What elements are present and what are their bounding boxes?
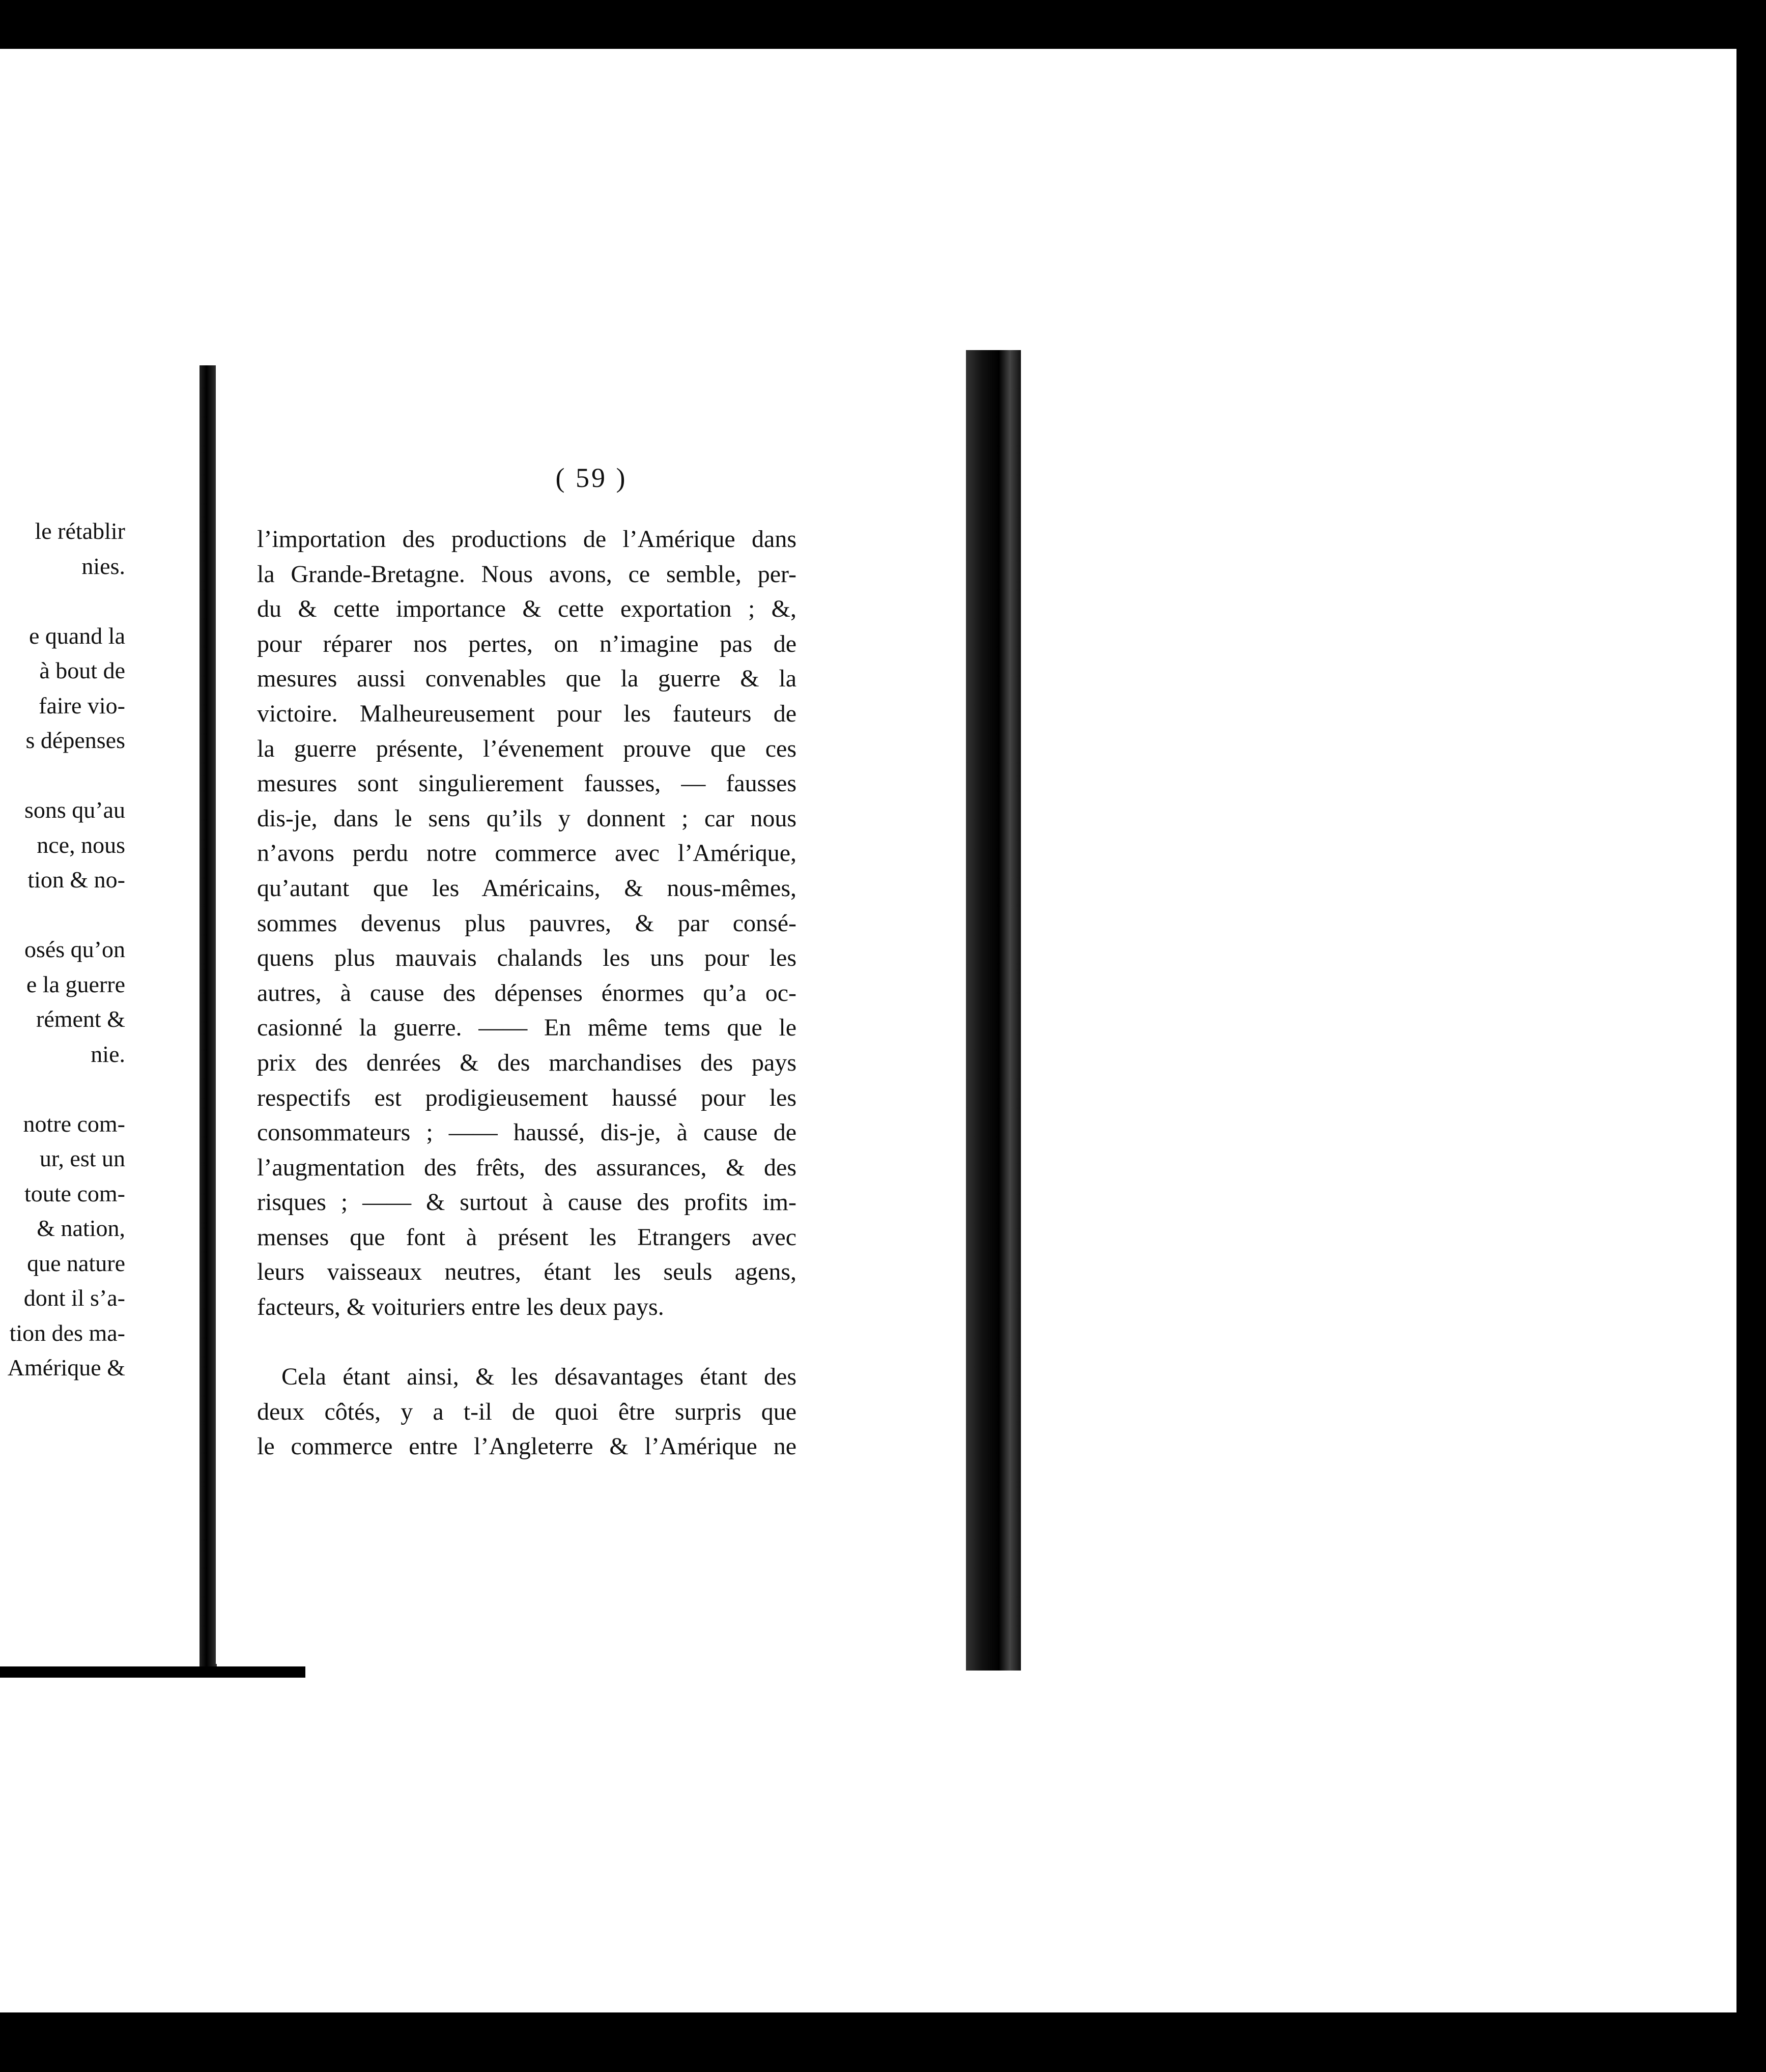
text-line: risques ; —— & surtout à cause des profits im- <box>257 1189 796 1216</box>
left-line: ur, est un <box>39 1145 125 1171</box>
left-line: à bout de <box>39 657 125 683</box>
left-line: dont il s’a- <box>23 1285 125 1311</box>
text-line: pour réparer nos pertes, on n’imagine pas de <box>257 630 796 657</box>
text-line: le commerce entre l’Angleterre & l’Amérique ne <box>257 1433 796 1460</box>
text-line: qu’autant que les Américains, & nous-mêmes, <box>257 874 796 902</box>
text-line: mesures aussi convenables que la guerre & la <box>257 665 796 693</box>
left-line: s dépenses <box>25 727 125 753</box>
text-line: la guerre présente, l’évenement prouve que ces <box>257 735 796 762</box>
paragraph-gap <box>257 1325 796 1360</box>
text-line: Cela étant ainsi, & les désavantages étant des <box>281 1363 796 1391</box>
scan-bottom-border <box>0 2012 1766 2072</box>
text-line: mesures sont singulierement fausses, — fausses <box>257 770 796 797</box>
scan-top-border <box>0 0 1766 49</box>
left-line: osés qu’on <box>24 936 125 962</box>
left-line: faire vio- <box>39 692 125 718</box>
left-page-text <box>0 514 202 1386</box>
left-line: que nature <box>27 1250 125 1276</box>
text-line: l’augmentation des frêts, des assurances, & des <box>257 1154 796 1181</box>
left-line: e quand la <box>29 622 125 649</box>
left-line: e la guerre <box>26 971 125 997</box>
page-fore-edge <box>966 350 1021 1671</box>
gutter-shadow <box>0 1666 305 1678</box>
text-line: facteurs, & voituriers entre les deux pays. <box>257 1293 664 1321</box>
left-line: sons qu’au <box>24 797 125 823</box>
left-line <box>0 584 202 619</box>
scan-right-border <box>1736 0 1766 2072</box>
text-line: casionné la guerre. —— En même tems que le <box>257 1014 796 1042</box>
text-line: deux côtés, y a t-il de quoi être surpris que <box>257 1398 796 1425</box>
text-line: menses que font à présent les Etrangers avec <box>257 1223 796 1251</box>
left-line <box>0 758 202 793</box>
left-line: nce, nous <box>37 831 125 858</box>
text-line: autres, à cause des dépenses énormes qu’a oc- <box>257 979 796 1006</box>
left-line: nies. <box>81 553 125 579</box>
text-line: l’importation des productions de l’Amérique dans <box>257 526 796 553</box>
text-line: la Grande-Bretagne. Nous avons, ce semble, per- <box>257 560 796 588</box>
left-line <box>0 1072 202 1107</box>
book-spine <box>200 365 217 1676</box>
text-line: respectifs est prodigieusement haussé pour les <box>257 1084 796 1111</box>
text-line: quens plus mauvais chalands les uns pour les <box>257 944 796 972</box>
left-line: toute com- <box>24 1180 125 1206</box>
text-line: prix des denrées & des marchandises des pays <box>257 1049 796 1076</box>
left-line: tion des ma- <box>9 1319 125 1346</box>
left-line: Amérique & <box>7 1355 125 1380</box>
text-line: victoire. Malheureusement pour les fauteurs de <box>257 700 796 727</box>
text-line: n’avons perdu notre commerce avec l’Amérique, <box>257 840 796 867</box>
text-line: du & cette importance & cette exportation ; &, <box>257 595 796 623</box>
text-line: sommes devenus plus pauvres, & par consé- <box>257 909 796 937</box>
left-line: tion & no- <box>27 867 125 893</box>
text-line: leurs vaisseaux neutres, étant les seuls agens, <box>257 1258 796 1286</box>
left-line: & nation, <box>37 1215 125 1241</box>
left-line: le rétablir <box>35 518 125 544</box>
text-line: consommateurs ; —— haussé, dis-je, à cause de <box>257 1119 796 1146</box>
page-number: ( 59 ) <box>555 463 628 493</box>
left-line: nie. <box>91 1041 125 1067</box>
left-line: notre com- <box>23 1110 125 1137</box>
left-line <box>0 898 202 933</box>
text-line: dis-je, dans le sens qu’ils y donnent ; car nous <box>257 804 796 832</box>
right-page-text <box>257 522 796 1464</box>
left-page <box>0 365 202 1671</box>
left-line: rément & <box>36 1006 125 1032</box>
